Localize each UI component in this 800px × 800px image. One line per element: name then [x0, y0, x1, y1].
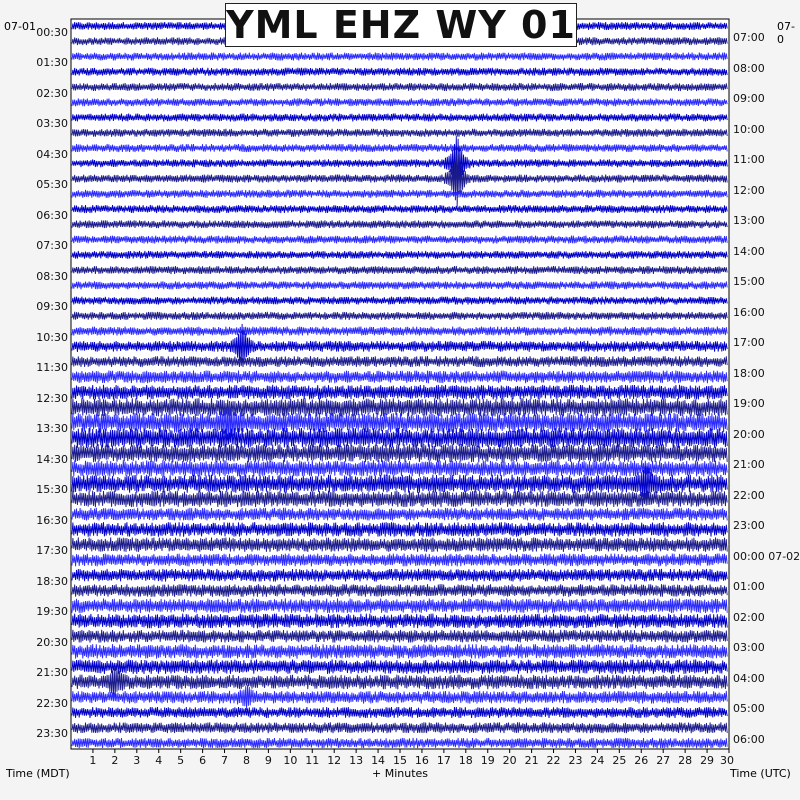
- left-time-label: 18:30: [36, 574, 68, 588]
- right-time-label: 00:00 07-02: [733, 549, 800, 563]
- right-time-label: 08:00: [733, 61, 765, 75]
- left-time-label: 03:30: [36, 117, 68, 131]
- left-time-label: 21:30: [36, 666, 68, 680]
- right-time-label: 12:00: [733, 183, 765, 197]
- x-axis-label: + Minutes: [371, 767, 428, 780]
- left-time-label: 19:30: [36, 605, 68, 619]
- x-tick-label: 9: [264, 754, 272, 767]
- x-tick-label: 16: [414, 754, 429, 767]
- left-time-label: 08:30: [36, 269, 68, 283]
- x-tick-label: 17: [436, 754, 451, 767]
- x-tick-label: 2: [111, 754, 119, 767]
- right-time-label: 19:00: [733, 397, 765, 411]
- x-tick-label: 15: [393, 754, 407, 767]
- x-tick-label: 25: [612, 754, 627, 767]
- left-time-label: 17:30: [36, 544, 68, 558]
- x-tick-label: 21: [524, 754, 539, 767]
- left-time-label: 00:30: [36, 25, 68, 39]
- right-time-label: 05:00: [733, 702, 765, 716]
- right-time-label: 15:00: [733, 275, 765, 289]
- x-tick-label: 5: [177, 754, 185, 767]
- right-time-label: 01:00: [733, 580, 765, 594]
- left-time-label: 11:30: [36, 361, 68, 375]
- right-time-label: 02:00: [733, 610, 765, 624]
- left-time-label: 05:30: [36, 178, 68, 192]
- right-time-label: 13:00: [733, 214, 765, 228]
- right-time-label: 04:00: [733, 671, 765, 685]
- x-tick-label: 10: [283, 754, 298, 767]
- left-time-label: 13:30: [36, 422, 68, 436]
- x-tick-label: 19: [480, 754, 495, 767]
- x-tick-label: 1: [89, 754, 97, 767]
- right-time-label: 17:00: [733, 336, 765, 350]
- x-tick-label: 20: [502, 754, 517, 767]
- x-tick-label: 27: [656, 754, 671, 767]
- right-time-label: 21:00: [733, 458, 765, 472]
- x-tick-label: 13: [349, 754, 364, 767]
- start-date-right: 07-0: [777, 20, 795, 46]
- x-tick-label: 14: [371, 754, 386, 767]
- right-time-label: 22:00: [733, 488, 765, 502]
- left-time-label: 10:30: [36, 330, 68, 344]
- x-tick-label: 28: [678, 754, 693, 767]
- x-tick-label: 26: [634, 754, 649, 767]
- right-time-label: 07:00: [733, 31, 765, 45]
- right-time-label: 03:00: [733, 641, 765, 655]
- x-tick-label: 24: [590, 754, 605, 767]
- left-time-label: 06:30: [36, 208, 68, 222]
- left-time-label: 01:30: [36, 56, 68, 70]
- left-time-label: 20:30: [36, 635, 68, 649]
- right-time-label: 18:00: [733, 366, 765, 380]
- left-time-label: 16:30: [36, 513, 68, 527]
- left-time-label: 02:30: [36, 86, 68, 100]
- x-tick-label: 18: [458, 754, 473, 767]
- x-tick-label: 3: [133, 754, 141, 767]
- right-time-label: 11:00: [733, 153, 765, 167]
- x-tick-label: 29: [700, 754, 715, 767]
- x-tick-label: 22: [546, 754, 561, 767]
- start-date-left: 07-01: [4, 20, 36, 33]
- x-tick-label: 6: [199, 754, 207, 767]
- right-time-label: 20:00: [733, 427, 765, 441]
- right-time-label: 10:00: [733, 122, 765, 136]
- chart-title: YML EHZ WY 01: [226, 3, 576, 47]
- x-tick-label: 30: [720, 754, 734, 767]
- left-time-label: 15:30: [36, 483, 68, 497]
- left-time-label: 14:30: [36, 452, 68, 466]
- left-time-label: 23:30: [36, 727, 68, 741]
- x-tick-label: 12: [327, 754, 342, 767]
- left-time-label: 12:30: [36, 391, 68, 405]
- x-tick-label: 11: [305, 754, 320, 767]
- right-time-label: 23:00: [733, 519, 765, 533]
- left-time-label: 07:30: [36, 239, 68, 253]
- right-axis-label: Time (UTC): [730, 767, 791, 780]
- x-tick-label: 7: [221, 754, 229, 767]
- left-time-label: 22:30: [36, 696, 68, 710]
- x-tick-label: 4: [155, 754, 163, 767]
- left-time-label: 09:30: [36, 300, 68, 314]
- left-time-label: 04:30: [36, 147, 68, 161]
- right-time-label: 09:00: [733, 92, 765, 106]
- right-time-label: 06:00: [733, 732, 765, 746]
- x-tick-label: 8: [242, 754, 250, 767]
- right-time-label: 14:00: [733, 244, 765, 258]
- left-axis-label: Time (MDT): [6, 767, 70, 780]
- right-time-label: 16:00: [733, 305, 765, 319]
- x-tick-label: 23: [568, 754, 583, 767]
